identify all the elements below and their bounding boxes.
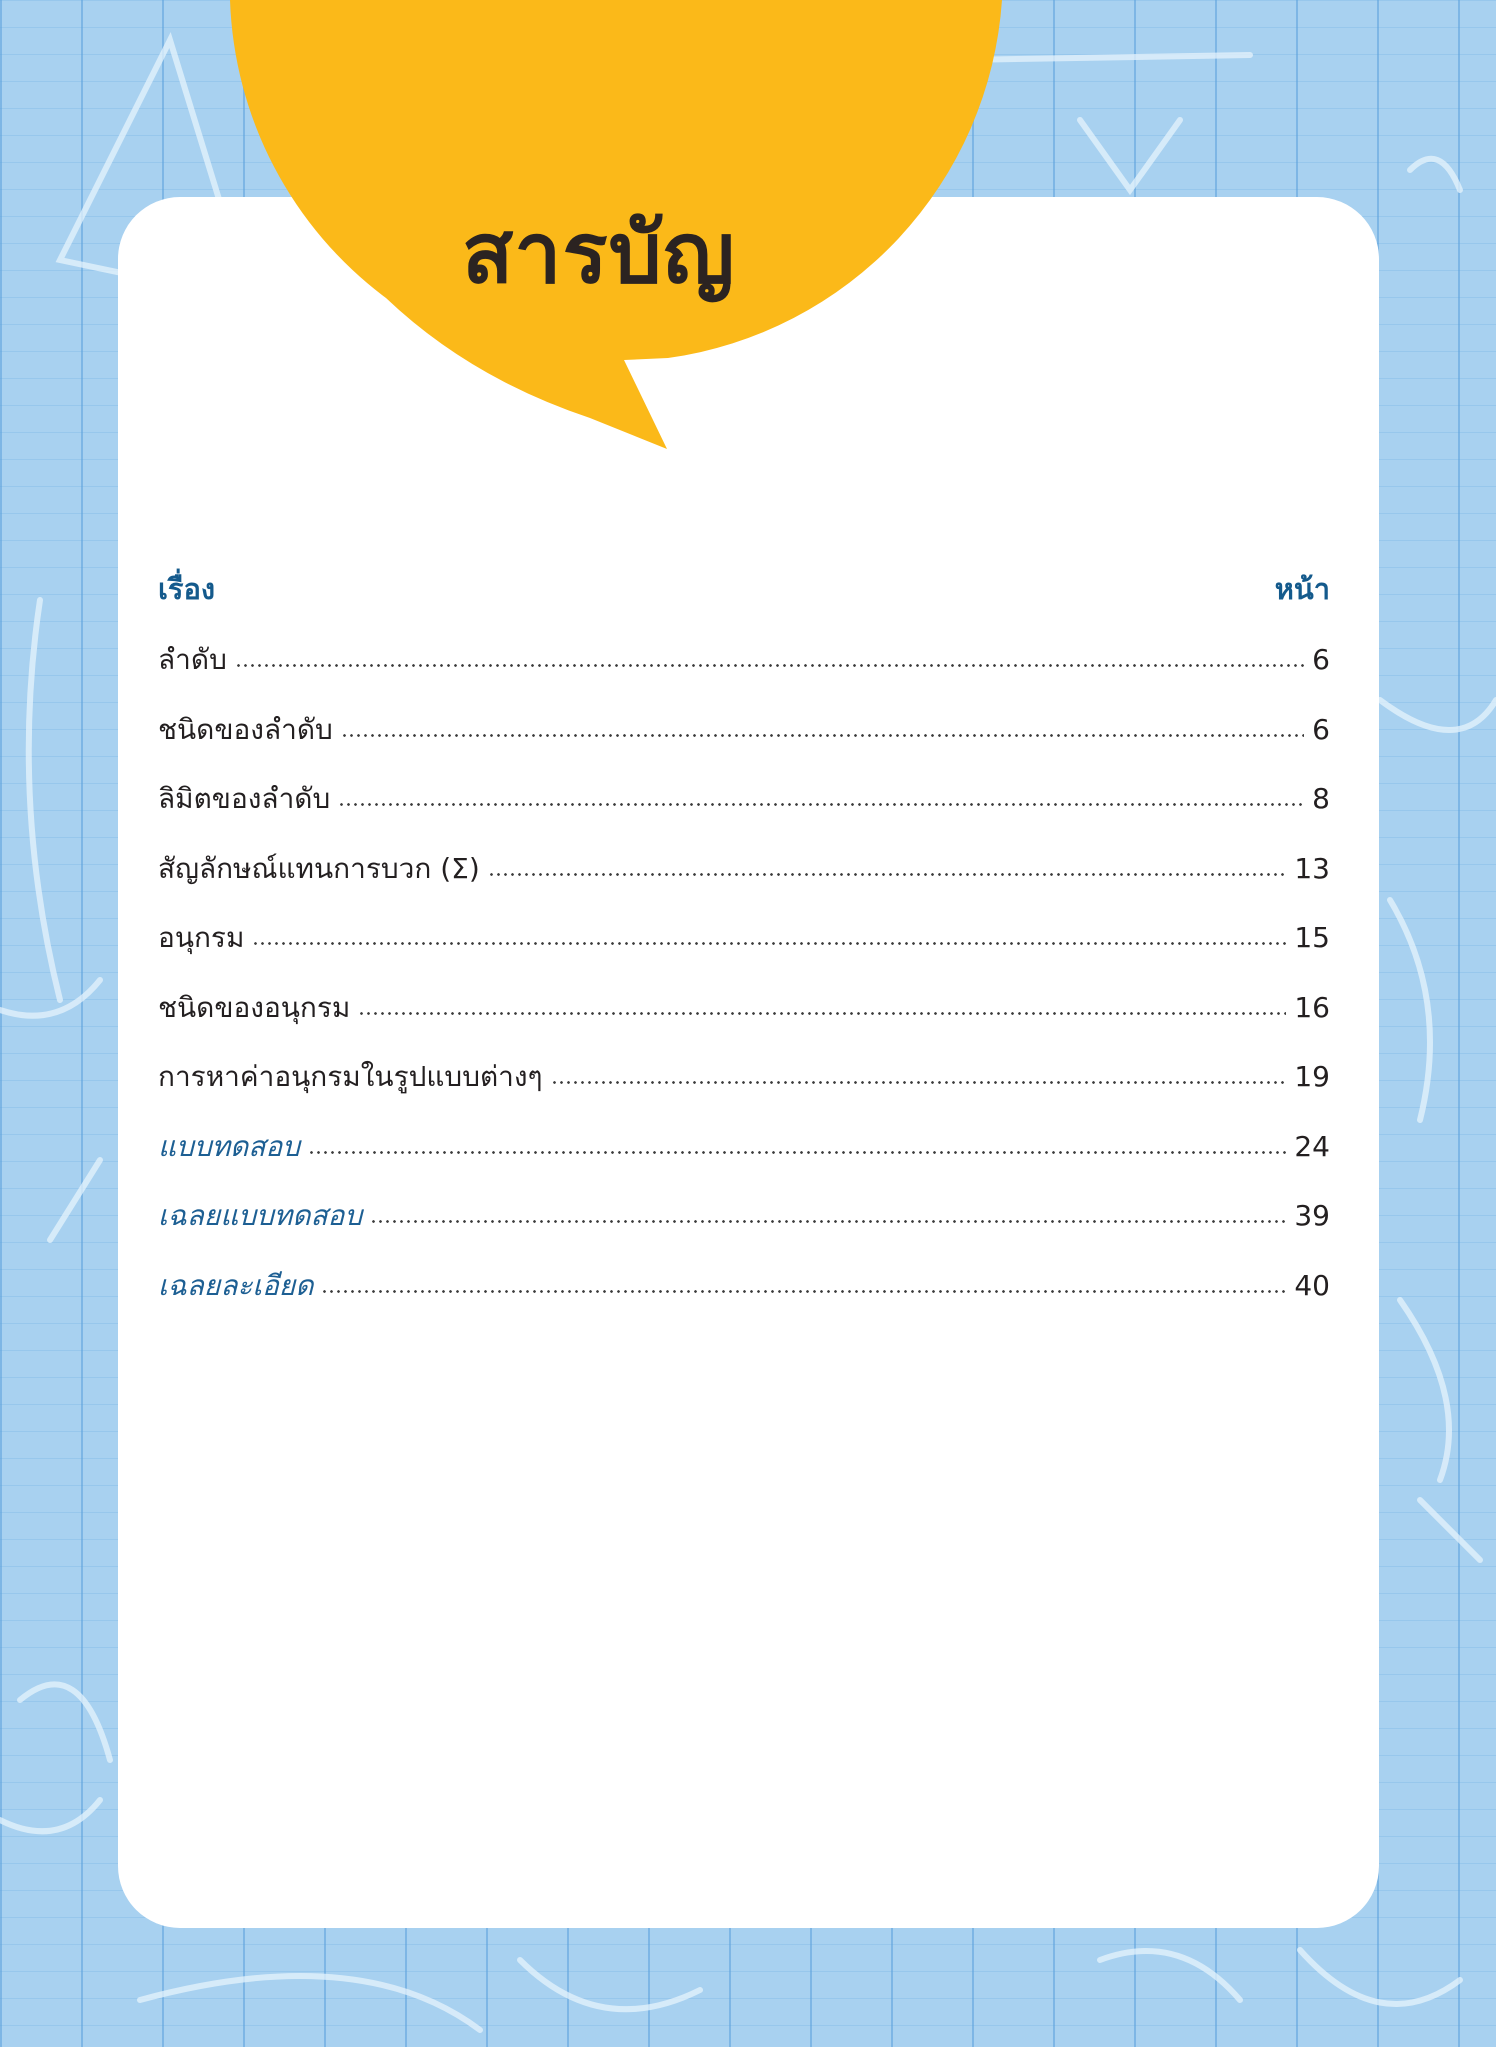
toc-entry-sequence[interactable]: [158, 640, 1330, 710]
toc-entry-title: ชนิดของลำดับ: [158, 712, 333, 746]
toc-entry-page: 19: [1294, 1060, 1330, 1093]
toc-entry-page: 6: [1312, 643, 1330, 676]
toc-entry-title: เฉลยละเอียด: [158, 1268, 314, 1302]
toc-header-topic: เรื่อง: [158, 572, 216, 606]
toc-entry-page: 40: [1294, 1268, 1330, 1302]
dot-leader: [321, 1290, 1286, 1293]
toc-entry-page: 13: [1294, 851, 1330, 885]
dot-leader: [488, 873, 1287, 876]
toc-entry-page: 6: [1312, 712, 1330, 746]
dot-leader: [370, 1220, 1286, 1223]
toc-entry-test[interactable]: [158, 1127, 1330, 1197]
toc-entry-test-answers[interactable]: [158, 1196, 1330, 1266]
toc-entry-title: แบบทดสอบ: [158, 1129, 300, 1163]
toc-entry-title: ลิมิตของลำดับ: [158, 782, 331, 815]
toc-entry-title: สัญลักษณ์แทนการบวก (Σ): [158, 851, 480, 885]
dot-leader: [308, 1151, 1286, 1154]
dot-leader: [338, 803, 1304, 806]
page-title: สารบัญ: [462, 204, 736, 302]
dot-leader: [252, 942, 1286, 945]
dot-leader: [235, 664, 1304, 667]
toc-entry-page: 24: [1294, 1129, 1330, 1163]
toc-entry-page: 16: [1294, 990, 1330, 1024]
toc-header-page: หน้า: [1274, 572, 1330, 606]
toc-entry-title: เฉลยแบบทดสอบ: [158, 1199, 363, 1232]
toc-entry-detailed-answers[interactable]: [158, 1266, 1330, 1336]
toc-entry-page: 15: [1294, 921, 1330, 954]
dot-leader: [551, 1081, 1287, 1084]
toc-entry-title: ชนิดของอนุกรม: [158, 990, 351, 1024]
toc-header: [158, 564, 1330, 614]
toc-entry-page: 8: [1312, 782, 1330, 815]
toc-entry-limit-of-sequence[interactable]: [158, 779, 1330, 849]
toc-list: [158, 640, 1330, 1335]
toc-entry-title: การหาค่าอนุกรมในรูปแบบต่างๆ: [158, 1060, 543, 1093]
toc-entry-types-of-series[interactable]: [158, 988, 1330, 1058]
toc-entry-title: อนุกรม: [158, 921, 245, 954]
toc-entry-series-evaluation[interactable]: [158, 1057, 1330, 1127]
toc-entry-summation-notation[interactable]: [158, 849, 1330, 919]
toc-entry-series[interactable]: [158, 918, 1330, 988]
dot-leader: [341, 734, 1304, 737]
toc-entry-title: ลำดับ: [158, 643, 227, 676]
toc-entry-types-of-sequence[interactable]: [158, 710, 1330, 780]
toc-entry-page: 39: [1294, 1199, 1330, 1232]
dot-leader: [358, 1012, 1286, 1015]
